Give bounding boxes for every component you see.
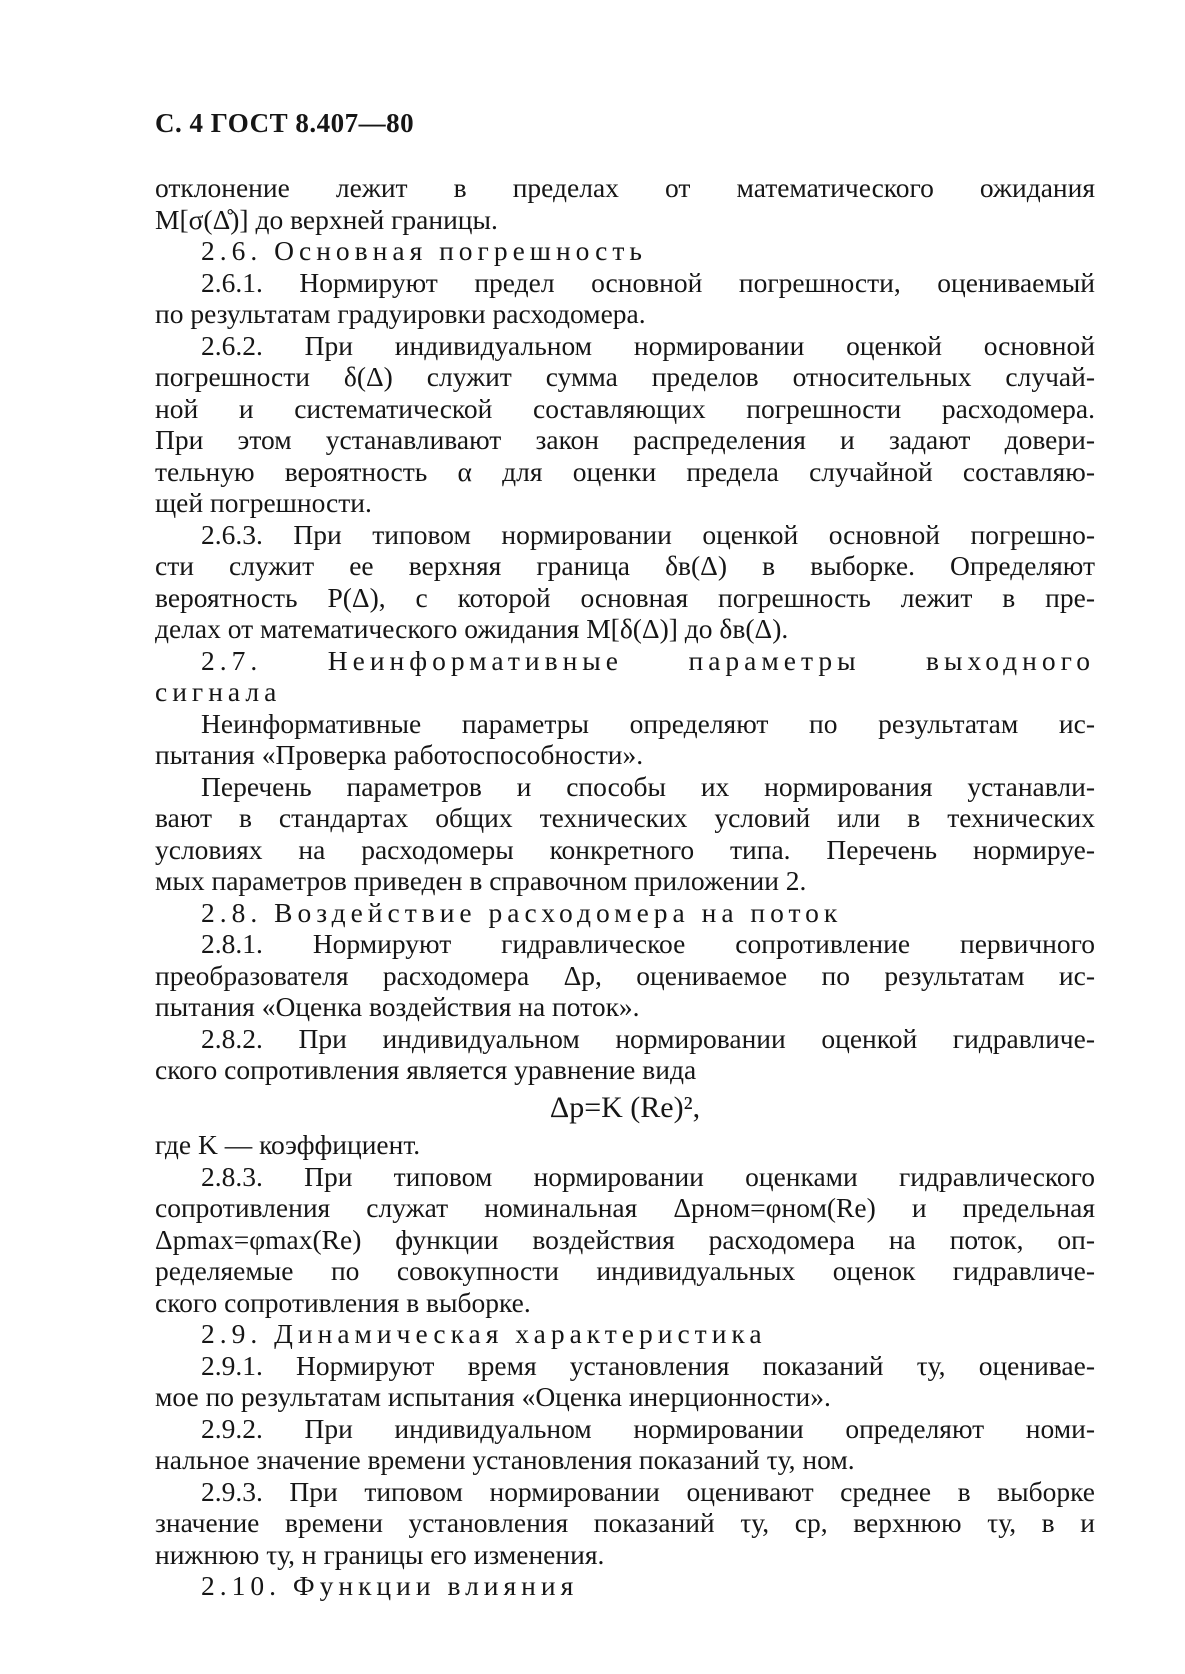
text-line: погрешности δ(Δ) служит сумма пределов относительных случай- [155, 361, 1095, 392]
text-line: условиях на расходомеры конкретного типа. Перечень нормируе- [155, 833, 1095, 865]
text-line: мых параметров приведен в справочном приложении 2. [155, 865, 807, 896]
text-line: 2.6.3. При типовом нормировании оценкой основной погрешно- [201, 518, 1095, 550]
section-heading: 2.6. Основная погрешность [201, 235, 647, 266]
text-line: делах от математического ожидания M[δ(Δ)] до δв(Δ). [155, 613, 789, 644]
text-block-1 [155, 172, 1095, 1086]
text-line: 2.8.1. Нормируют гидравлическое сопротивление первичного [201, 928, 1095, 959]
text-line: 2.8.2. При индивидуальном нормировании оценкой гидравличе- [201, 1022, 1095, 1054]
text-line: 2.9.3. При типовом нормировании оценивают среднее в выборке [201, 1475, 1095, 1507]
text-line: нижнюю τу, н границы его изменения. [155, 1538, 605, 1570]
text-line: M[σ(Δ̊)] до верхней границы. [155, 203, 498, 235]
text-line: 2.6.2. При индивидуальном нормировании оценкой основной [201, 329, 1095, 361]
text-line: тельную вероятность α для оценки предела случайной составляю- [155, 455, 1095, 487]
text-line: ной и систематической составляющих погрешности расходомера. [155, 392, 1095, 424]
text-line: пытания «Оценка воздействия на поток». [155, 991, 640, 1022]
text-line: 2.9.2. При индивидуальном нормировании определяют номи- [201, 1412, 1095, 1444]
section-heading: 2.7. Неинформативные параметры выходного [201, 644, 1095, 676]
text-line: Неинформативные параметры определяют по результатам ис- [201, 707, 1095, 739]
text-line: где K — коэффициент. [155, 1129, 421, 1160]
formula-line: Δp=K (Re)², [549, 1090, 701, 1124]
text-line: вероятность P(Δ), с которой основная погрешность лежит в пре- [155, 581, 1095, 613]
text-line: ределяемые по совокупности индивидуальных оценок гидравличе- [155, 1255, 1095, 1286]
text-line: по результатам градуировки расходомера. [155, 298, 646, 329]
text-line: Перечень параметров и способы их нормирования устанавли- [201, 770, 1095, 802]
section-heading: 2.9. Динамическая характеристика [201, 1318, 767, 1349]
text-line: мое по результатам испытания «Оценка инерционности». [155, 1381, 831, 1412]
text-line: значение времени установления показаний τу, ср, верхнюю τу, в и [155, 1507, 1095, 1538]
text-line: 2.9.1. Нормируют время установления показаний τу, оценивае- [201, 1349, 1095, 1381]
text-line: пытания «Проверка работоспособности». [155, 739, 644, 770]
section-heading: 2.10. Функции влияния [201, 1570, 579, 1601]
text-line: ского сопротивления является уравнение вида [155, 1054, 697, 1085]
text-line: ского сопротивления в выборке. [155, 1286, 531, 1318]
section-heading: 2.8. Воздействие расходомера на поток [201, 896, 843, 928]
text-line: вают в стандартах общих технических условий или в технических [155, 802, 1095, 833]
document-body [155, 172, 1095, 1602]
text-line: сопротивления служат номинальная Δpном=φном(Re) и предельная [155, 1192, 1095, 1223]
text-line: Δpmax=φmax(Re) функции воздействия расходомера на поток, оп- [155, 1223, 1095, 1255]
text-line: преобразователя расходомера Δp, оцениваемое по результатам ис- [155, 959, 1095, 991]
text-line: отклонение лежит в пределах от математического ожидания [155, 172, 1095, 203]
section-heading: сигнала [155, 676, 282, 707]
text-line: 2.8.3. При типовом нормировании оценками гидравлического [201, 1160, 1095, 1192]
text-line: 2.6.1. Нормируют предел основной погрешности, оцениваемый [201, 266, 1095, 298]
text-line: нальное значение времени установления показаний τу, ном. [155, 1444, 855, 1475]
text-block-2 [155, 1129, 1095, 1602]
page-header: С. 4 ГОСТ 8.407—80 [155, 108, 415, 138]
text-line: сти служит ее верхняя граница δв(Δ) в выборке. Определяют [155, 550, 1095, 581]
text-line: щей погрешности. [155, 487, 372, 518]
text-line: При этом устанавливают закон распределения и задают довери- [155, 424, 1095, 455]
